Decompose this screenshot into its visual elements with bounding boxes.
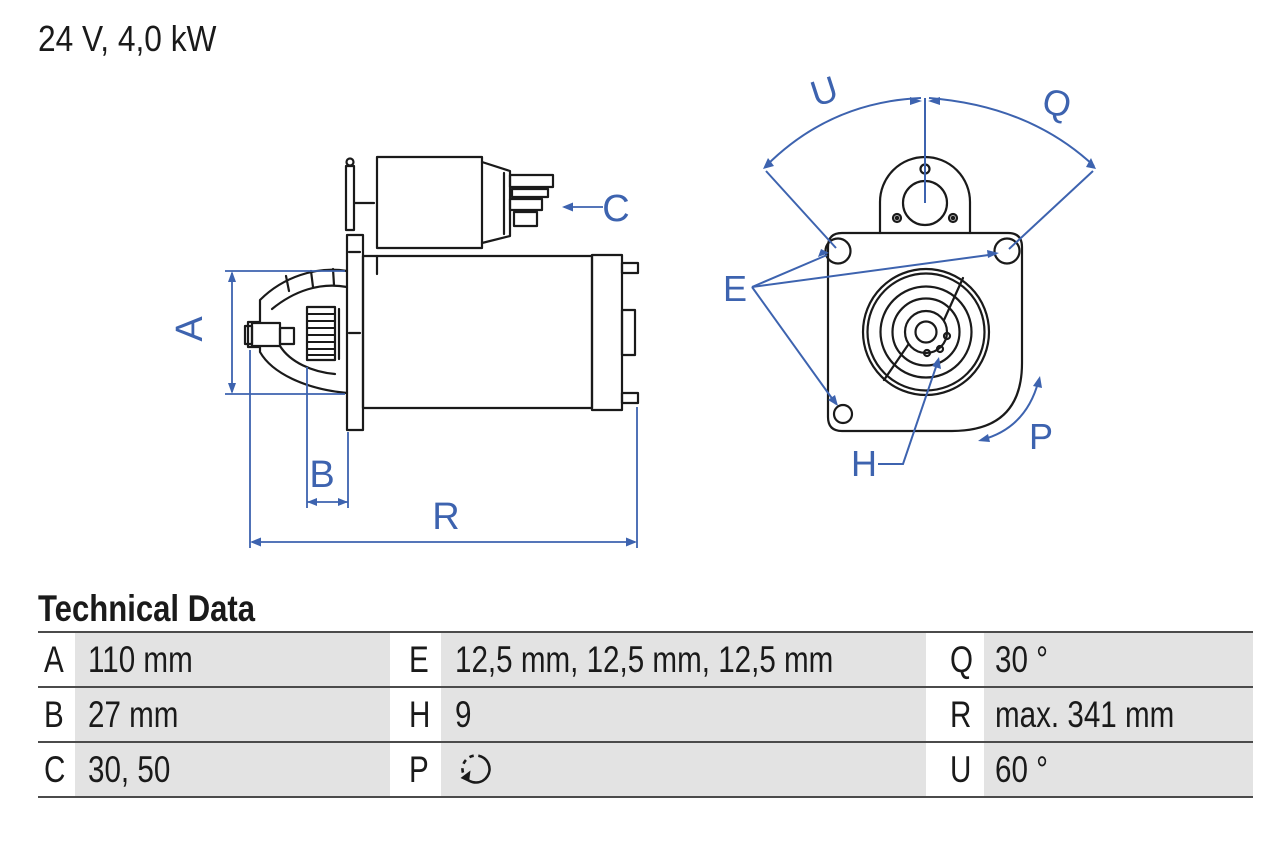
spec-value-e: 12,5 mm, 12,5 mm, 12,5 mm	[441, 633, 926, 686]
dimension-label-e: E	[722, 268, 748, 309]
spec-key-a: A	[38, 633, 75, 686]
side-view-drawing	[245, 157, 638, 430]
column-gap	[390, 743, 404, 796]
column-gap	[390, 688, 404, 741]
front-view-annotations	[752, 98, 1094, 464]
dimension-label-a: A	[169, 316, 211, 342]
dimension-label-b: B	[309, 454, 335, 496]
dimension-label-r: R	[432, 496, 460, 538]
page-title: 24 V, 4,0 kW	[38, 18, 217, 59]
rotation-direction-icon	[455, 749, 497, 791]
spec-key-q: Q	[940, 633, 984, 686]
spec-value-u: 60 °	[984, 743, 1253, 796]
spec-value-q: 30 °	[984, 633, 1253, 686]
side-view-dimension-labels	[169, 188, 630, 538]
column-gap	[926, 633, 940, 686]
front-view-drawing	[826, 157, 1023, 431]
spec-key-c: C	[38, 743, 75, 796]
spec-value-h: 9	[441, 688, 926, 741]
side-view-dimension-arrowheads	[228, 203, 637, 547]
technical-data-table	[38, 631, 1253, 798]
starter-motor-technical-drawing	[0, 60, 1280, 572]
spec-key-h: H	[404, 688, 441, 741]
table-row	[38, 633, 1253, 688]
dimension-label-q: Q	[1038, 79, 1076, 127]
dimension-label-p: P	[1028, 416, 1054, 457]
spec-value-c: 30, 50	[75, 743, 390, 796]
spec-value-b: 27 mm	[75, 688, 390, 741]
spec-value-r: max. 341 mm	[984, 688, 1253, 741]
side-view-dimensions	[225, 207, 637, 548]
spec-key-b: B	[38, 688, 75, 741]
spec-value-a: 110 mm	[75, 633, 390, 686]
column-gap	[926, 743, 940, 796]
dimension-label-h: H	[851, 443, 877, 484]
spec-key-p: P	[404, 743, 441, 796]
spec-value-p	[441, 743, 926, 796]
dimension-label-c: C	[602, 188, 630, 230]
column-gap	[390, 633, 404, 686]
technical-data-heading: Technical Data	[38, 588, 256, 629]
spec-key-r: R	[940, 688, 984, 741]
spec-key-e: E	[404, 633, 441, 686]
column-gap	[926, 688, 940, 741]
table-row	[38, 743, 1253, 798]
spec-key-u: U	[940, 743, 984, 796]
dimension-label-u: U	[805, 67, 843, 115]
table-row	[38, 688, 1253, 743]
